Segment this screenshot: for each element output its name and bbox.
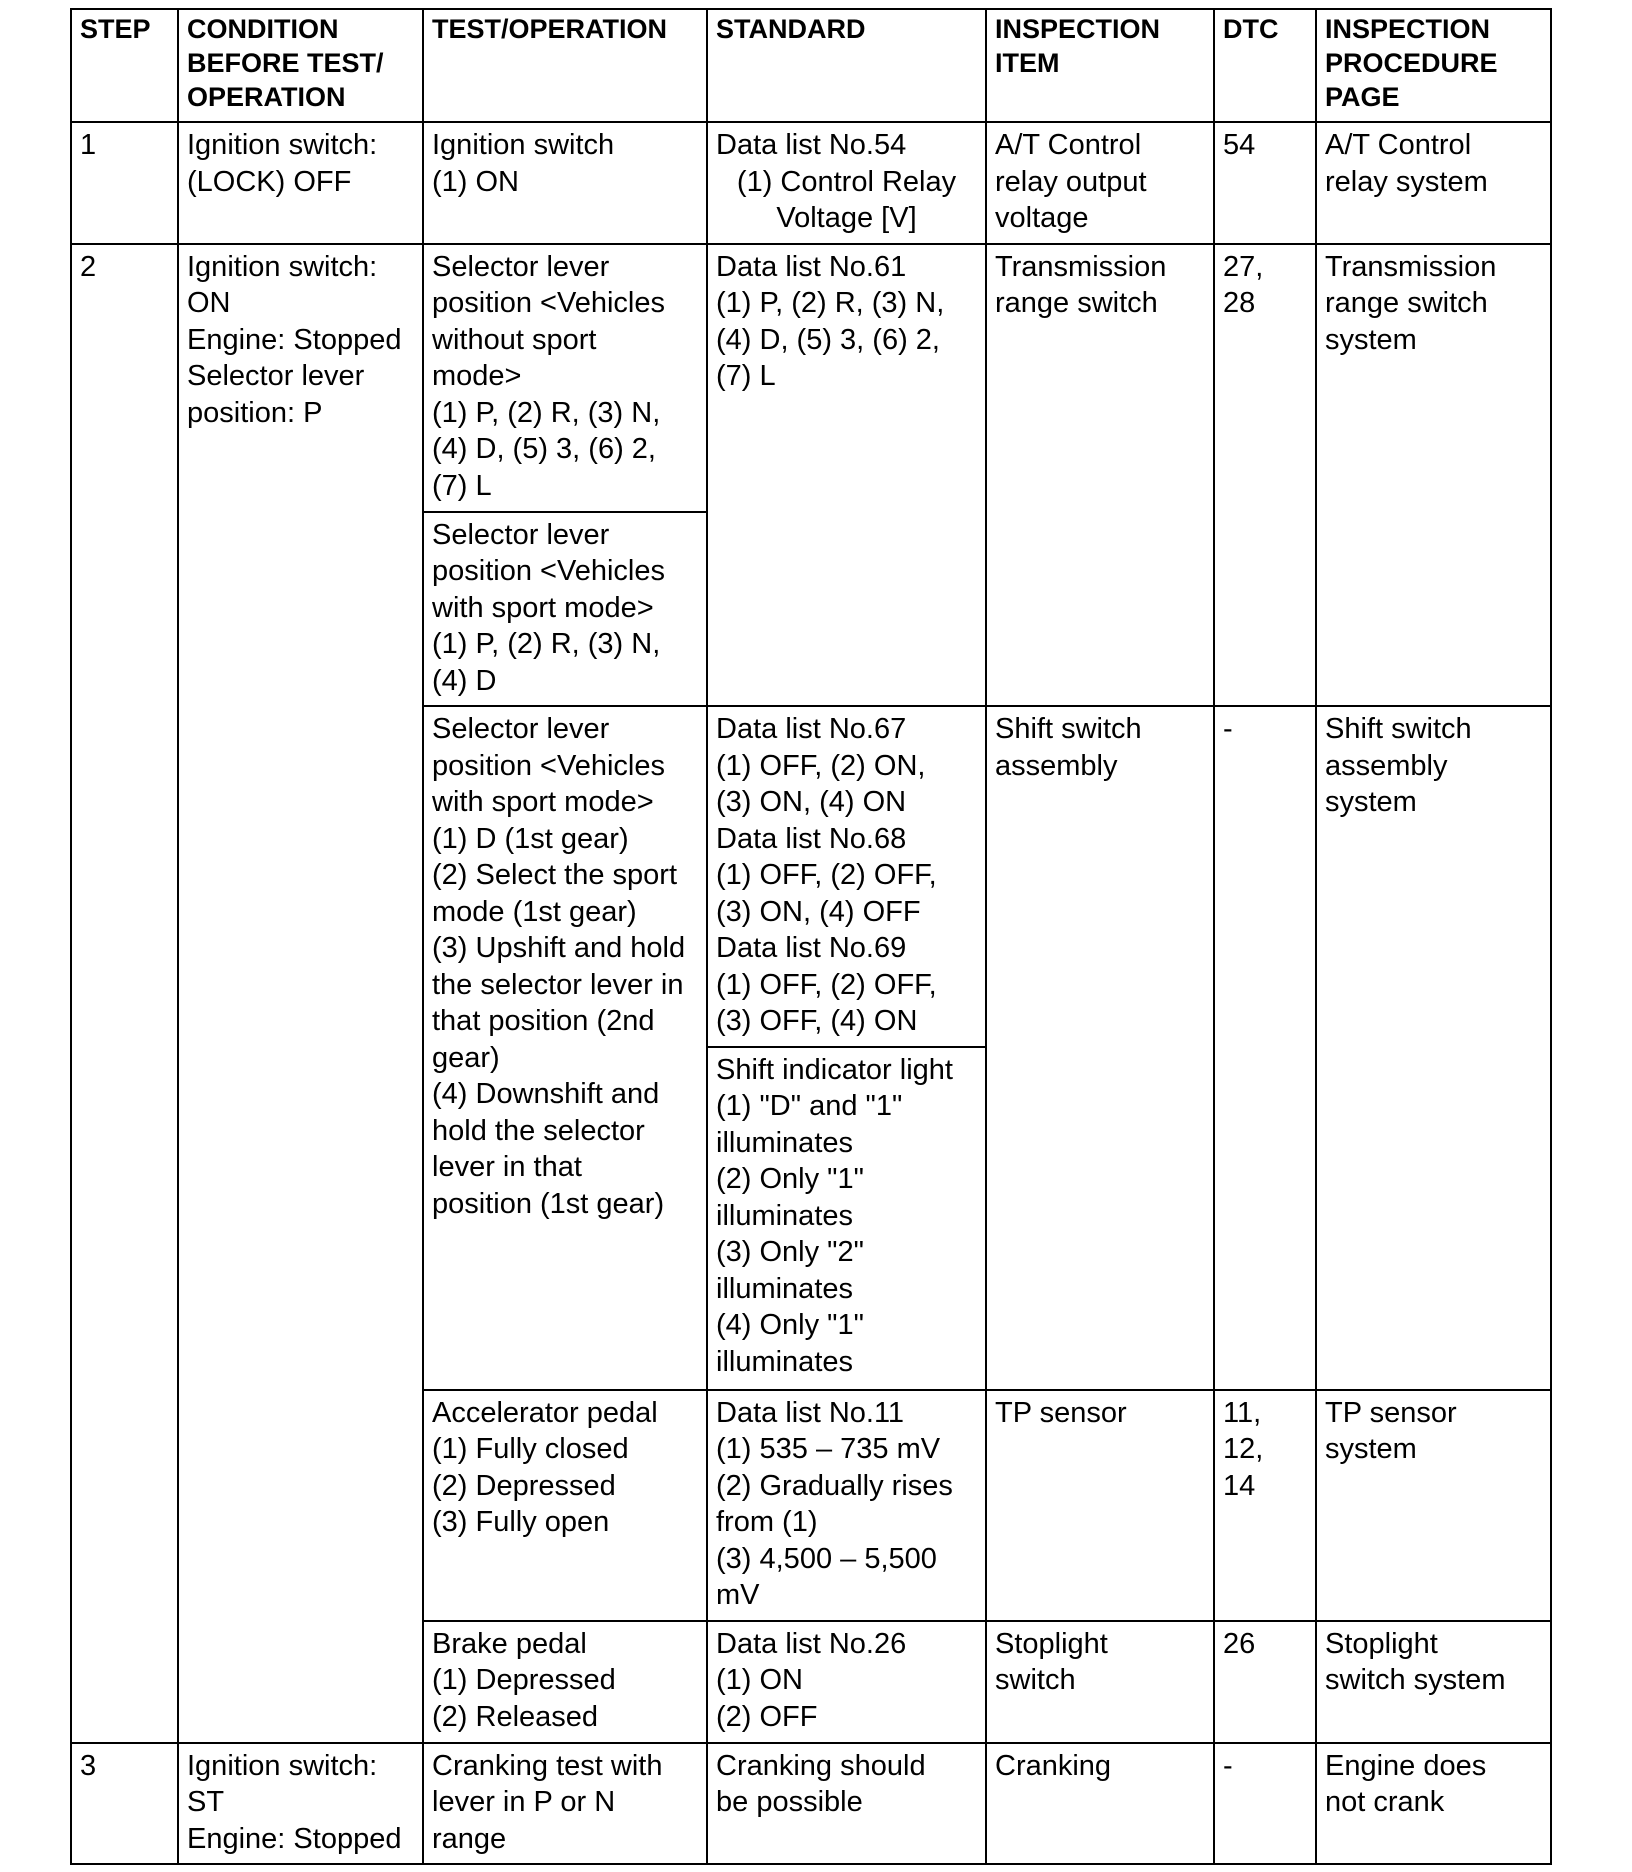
standard-cell: Data list No.11 (1) 535 – 735 mV (2) Gradually rises from (1) (3) 4,500 – 5,500 mV bbox=[707, 1390, 986, 1621]
step-cell: 1 bbox=[71, 122, 178, 244]
dtc-cell: 11, 12, 14 bbox=[1214, 1390, 1316, 1621]
standard-line: Data list No.54 bbox=[716, 129, 907, 161]
standard-cell bbox=[707, 122, 986, 244]
header-procedure-page: INSPECTION PROCEDURE PAGE bbox=[1316, 9, 1551, 122]
dtc-cell: - bbox=[1214, 1743, 1316, 1865]
standard-cell: Shift indicator light (1) "D" and "1" illuminates (2) Only "1" illuminates (3) Only "2" illuminates (4) Only "1" illuminates bbox=[707, 1047, 986, 1390]
procedure-cell: Shift switch assembly system bbox=[1316, 706, 1551, 1390]
header-standard: STANDARD bbox=[707, 9, 986, 122]
procedure-cell: Engine does not crank bbox=[1316, 1743, 1551, 1865]
step-cell: 3 bbox=[71, 1743, 178, 1865]
inspection-item-cell: Cranking bbox=[986, 1743, 1214, 1865]
dtc-cell: 26 bbox=[1214, 1621, 1316, 1743]
standard-cell: Data list No.67 (1) OFF, (2) ON, (3) ON, (4) ON Data list No.68 (1) OFF, (2) OFF, (3) ON, (4) OFF Data list No.69 (1) OFF, (2) OFF, (3) OFF, (4) ON bbox=[707, 706, 986, 1047]
test-cell: Selector lever position <Vehicles with sport mode> (1) D (1st gear) (2) Select the sport mode (1st gear) (3) Upshift and hold the selector lever in that position (2nd gear) (4) Downshift and hold the selector lever in that position (1st gear) bbox=[423, 706, 707, 1390]
inspection-item-cell: Stoplight switch bbox=[986, 1621, 1214, 1743]
dtc-cell: - bbox=[1214, 706, 1316, 1390]
header-inspection-item: INSPECTION ITEM bbox=[986, 9, 1214, 122]
condition-cell: Ignition switch: ON Engine: Stopped Selector lever position: P bbox=[178, 244, 423, 1743]
dtc-cell: 27, 28 bbox=[1214, 244, 1316, 707]
inspection-item-cell: TP sensor bbox=[986, 1390, 1214, 1621]
test-cell: Accelerator pedal (1) Fully closed (2) Depressed (3) Fully open bbox=[423, 1390, 707, 1621]
inspection-item-cell: A/T Control relay output voltage bbox=[986, 122, 1214, 244]
test-cell: Brake pedal (1) Depressed (2) Released bbox=[423, 1621, 707, 1743]
standard-cell: Cranking should be possible bbox=[707, 1743, 986, 1865]
condition-cell: Ignition switch: ST Engine: Stopped bbox=[178, 1743, 423, 1865]
procedure-cell: Transmission range switch system bbox=[1316, 244, 1551, 707]
test-cell: Ignition switch (1) ON bbox=[423, 122, 707, 244]
procedure-cell: Stoplight switch system bbox=[1316, 1621, 1551, 1743]
procedure-cell: A/T Control relay system bbox=[1316, 122, 1551, 244]
test-cell: Selector lever position <Vehicles without sport mode> (1) P, (2) R, (3) N, (4) D, (5) 3, (6) 2, (7) L bbox=[423, 244, 707, 512]
step-cell: 2 bbox=[71, 244, 178, 1743]
header-step: STEP bbox=[71, 9, 178, 122]
inspection-item-cell: Shift switch assembly bbox=[986, 706, 1214, 1390]
table-row bbox=[71, 122, 1551, 244]
inspection-item-cell: Transmission range switch bbox=[986, 244, 1214, 707]
test-cell: Selector lever position <Vehicles with sport mode> (1) P, (2) R, (3) N, (4) D bbox=[423, 512, 707, 707]
condition-cell: Ignition switch: (LOCK) OFF bbox=[178, 122, 423, 244]
dtc-cell: 54 bbox=[1214, 122, 1316, 244]
header-dtc: DTC bbox=[1214, 9, 1316, 122]
header-condition: CONDITION BEFORE TEST/ OPERATION bbox=[178, 9, 423, 122]
table-row bbox=[71, 244, 1551, 512]
standard-cell: Data list No.61 (1) P, (2) R, (3) N, (4) D, (5) 3, (6) 2, (7) L bbox=[707, 244, 986, 707]
table-row bbox=[71, 1743, 1551, 1865]
header-row bbox=[71, 9, 1551, 122]
test-cell: Cranking test with lever in P or N range bbox=[423, 1743, 707, 1865]
standard-cell: Data list No.26 (1) ON (2) OFF bbox=[707, 1621, 986, 1743]
header-test-operation: TEST/OPERATION bbox=[423, 9, 707, 122]
standard-line: (1) Control Relay Voltage [V] bbox=[736, 165, 957, 234]
inspection-table bbox=[70, 8, 1552, 1865]
procedure-cell: TP sensor system bbox=[1316, 1390, 1551, 1621]
